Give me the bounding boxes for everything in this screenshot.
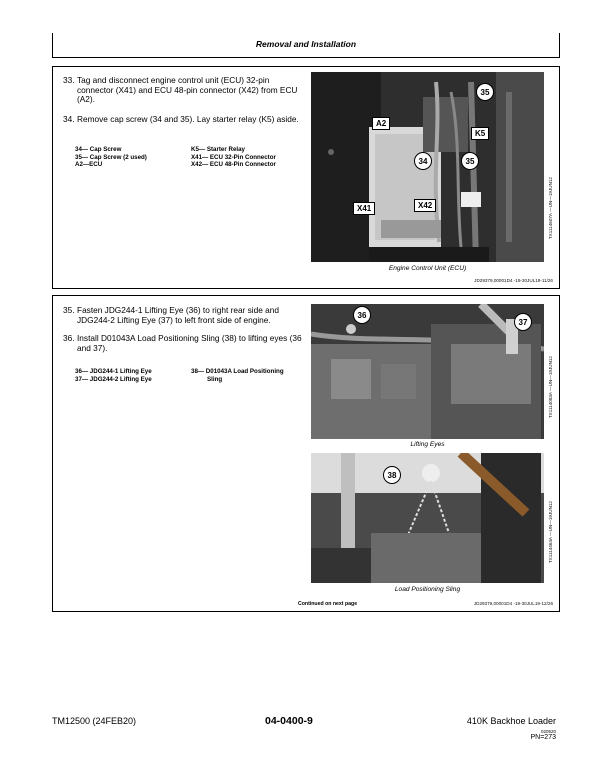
figure-caption: Engine Control Unit (ECU): [388, 265, 467, 272]
callout-35: 35: [476, 83, 494, 101]
footer-machine: 410K Backhoe Loader: [466, 716, 556, 726]
callout-k5: K5: [471, 127, 489, 140]
legend-item: 34— Cap Screw: [75, 146, 122, 153]
figure-caption: Load Positioning Sling: [394, 586, 461, 593]
step-text: Tag and disconnect engine control unit (ECU) 32-pin connector (X41) and ECU 48-pin connector (X42) from ECU (A2).: [77, 75, 298, 105]
procedure-panel-2: [52, 295, 560, 612]
legend-item: A2—ECU: [75, 161, 103, 168]
footer-pn: PN=273: [530, 734, 556, 741]
legend-item: 37— JDG244-2 Lifting Eye: [75, 375, 152, 383]
step-number: 35.: [63, 305, 75, 315]
step-35: [63, 306, 308, 325]
legend-item: 38— D01043A Load Positioning: [191, 368, 284, 375]
page-header: [52, 33, 560, 58]
legend-item: X42— ECU 48-Pin Connector: [191, 161, 276, 168]
callout-37: 37: [514, 313, 532, 331]
legend-item: 35— Cap Screw (2 used): [75, 153, 147, 161]
callout-36: 36: [353, 306, 371, 324]
load-sling-graphic: [311, 453, 544, 583]
procedure-panel-1: [52, 66, 560, 289]
continued-note: Continued on next page: [298, 601, 358, 607]
footer-page-number: 04-0400-9: [265, 715, 313, 727]
legend-left: [75, 368, 152, 383]
legend-item: Sling: [207, 375, 223, 383]
callout-35-second: 35: [461, 152, 479, 170]
figure-id: TX1114083A —UN—19JUN12: [548, 356, 553, 419]
step-number: 33.: [63, 75, 75, 85]
footer-manual-id: TM12500 (24FEB20): [52, 716, 137, 726]
step-text: Remove cap screw (34 and 35). Lay starter relay (K5) aside.: [77, 114, 299, 124]
step-number: 34.: [63, 114, 75, 124]
legend-right: [191, 146, 276, 169]
figure-caption: Lifting Eyes: [410, 441, 445, 448]
legend-item: K5— Starter Relay: [191, 146, 245, 153]
step-text: Fasten JDG244-1 Lifting Eye (36) to right rear side and JDG244-2 Lifting Eye (37) to left front side of engine.: [77, 305, 279, 325]
legend-item: X41— ECU 32-Pin Connector: [191, 153, 276, 161]
lifting-eyes-photo: [311, 304, 544, 439]
ecu-photo: [311, 72, 544, 262]
section-title: Removal and Installation: [255, 39, 357, 49]
step-text: Install D01043A Load Positioning Sling (38) to lifting eyes (36 and 37).: [77, 333, 302, 353]
step-number: 36.: [63, 333, 75, 343]
figure-id: TX1114464A —UN—19JUN12: [548, 501, 553, 564]
footer-date-code: 020520: [540, 729, 556, 734]
legend-item: 36— JDG244-1 Lifting Eye: [75, 368, 152, 375]
document-reference: JD29379,00001D4 -19-30JUL19-11/26: [474, 278, 553, 283]
callout-x42: X42: [414, 199, 436, 212]
load-sling-photo: [311, 453, 544, 583]
figure-id: TX1114607A —UN—19JUN12: [548, 177, 553, 240]
lifting-eyes-graphic: [311, 304, 544, 439]
callout-34: 34: [414, 152, 432, 170]
step-36: [63, 334, 308, 353]
legend-right: [191, 368, 284, 383]
step-33: [63, 76, 308, 105]
callout-a2: A2: [372, 117, 390, 130]
callout-38: 38: [383, 466, 401, 484]
legend-left: [75, 146, 147, 169]
document-reference: JD29379,00001D4 -19-30JUL19-12/26: [473, 601, 553, 606]
step-34: [63, 115, 308, 125]
callout-x41: X41: [353, 202, 375, 215]
